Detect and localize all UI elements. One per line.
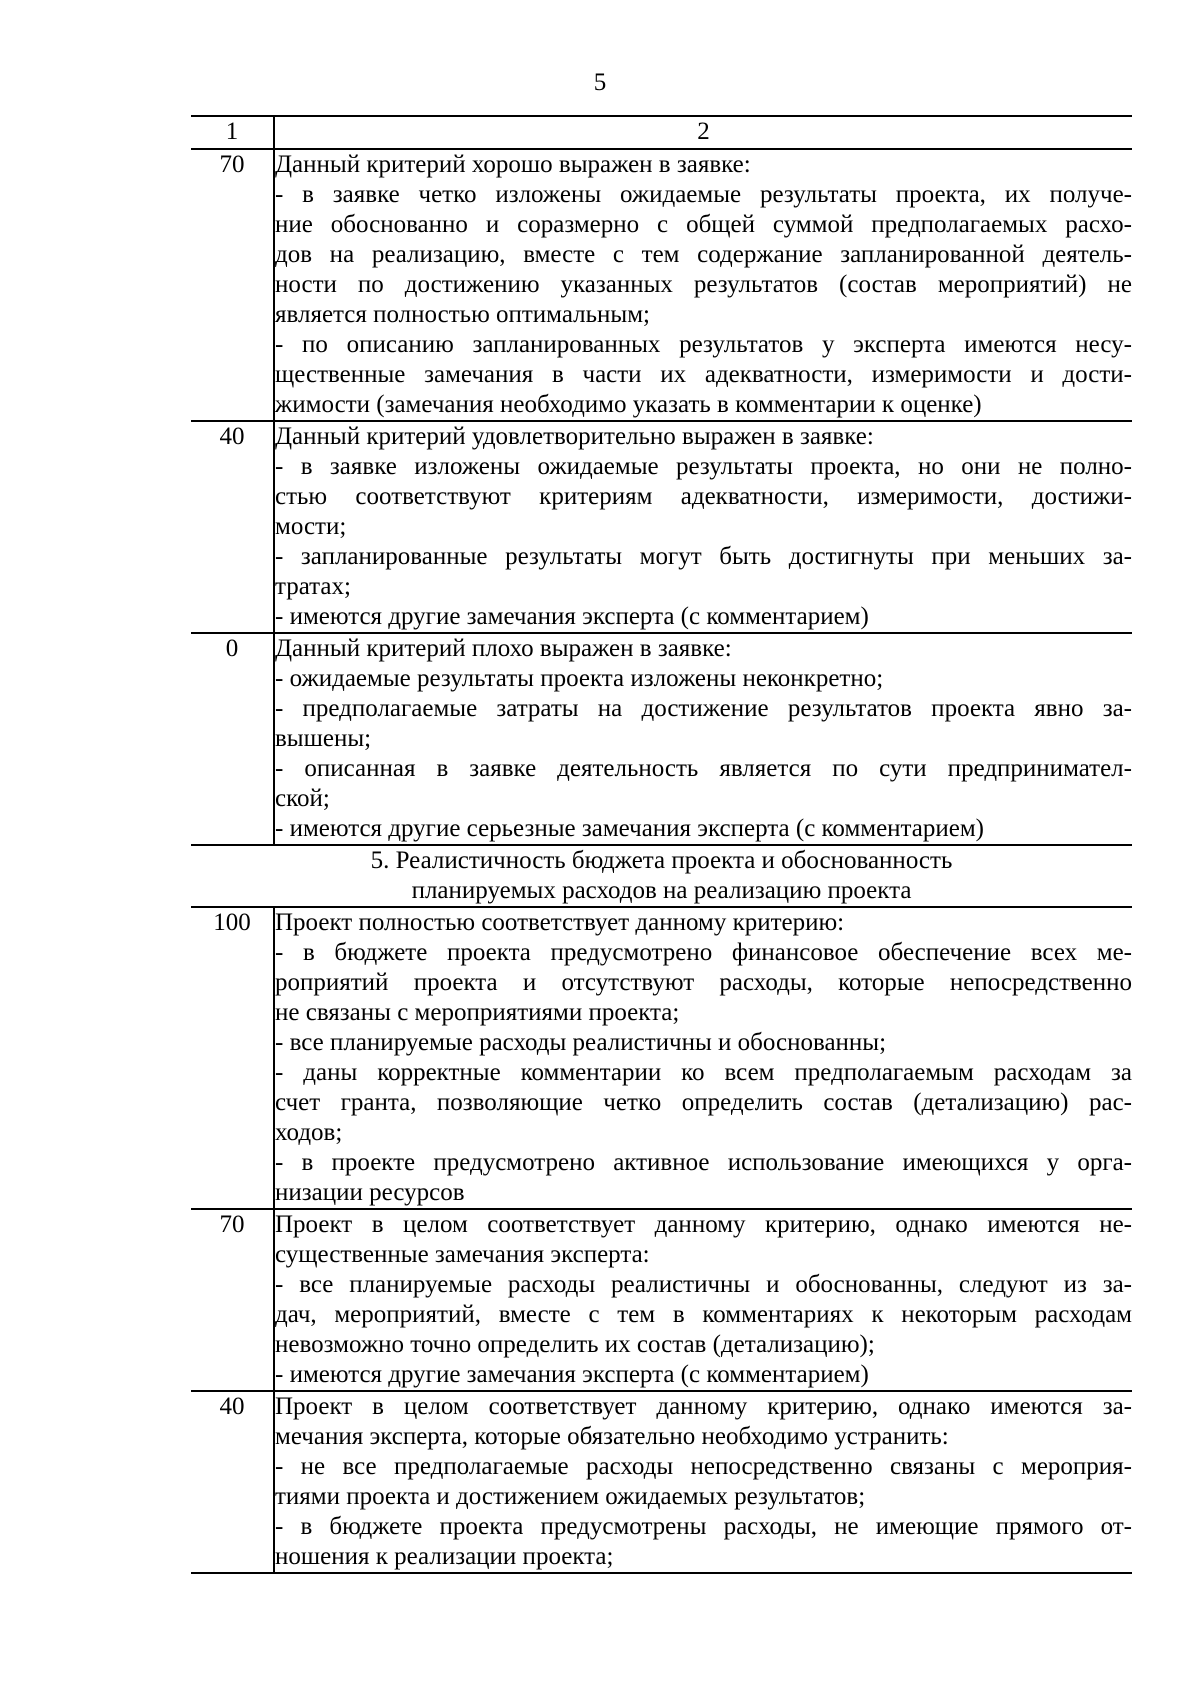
header-col-1: 1 <box>191 116 274 149</box>
section-heading-line: 5. Реалистичность бюджета проекта и обоснованность <box>370 847 953 874</box>
table-row <box>191 1209 1132 1391</box>
description-line: Проект в целом соответствует данному критерию, однако имеются не- <box>275 1211 1132 1238</box>
description-line: - описанная в заявке деятельность является по сути предпринимател- <box>275 755 1132 782</box>
description-line: Проект полностью соответствует данному критерию: <box>275 909 845 936</box>
description-line: ности по достижению указанных результатов (состав мероприятий) не <box>275 271 1132 298</box>
score-cell: 40 <box>191 1391 274 1573</box>
score-cell: 70 <box>191 149 274 421</box>
description-cell <box>274 421 1132 633</box>
description-line: - в бюджете проекта предусмотрены расходы, не имеющие прямого от- <box>275 1513 1132 1540</box>
description-line: - в заявке изложены ожидаемые результаты проекта, но они не полно- <box>275 453 1132 480</box>
score-cell: 0 <box>191 633 274 845</box>
description-line: тиями проекта и достижением ожидаемых результатов; <box>275 1483 866 1510</box>
description-cell <box>274 149 1132 421</box>
page-number: 5 <box>593 69 607 96</box>
description-line: счет гранта, позволяющие четко определить состав (детализацию) рас- <box>275 1089 1132 1116</box>
table-row <box>191 633 1132 845</box>
description-line: - не все предполагаемые расходы непосредственно связаны с мероприя- <box>275 1453 1132 1480</box>
description-line: мости; <box>275 513 347 540</box>
criteria-table <box>191 115 1132 1574</box>
description-line: Данный критерий удовлетворительно выражен в заявке: <box>275 423 874 450</box>
description-line: невозможно точно определить их состав (детализацию); <box>275 1331 875 1358</box>
description-line: Данный критерий хорошо выражен в заявке: <box>275 151 751 178</box>
description-line: дач, мероприятий, вместе с тем в комментариях к некоторым расходам <box>275 1301 1132 1328</box>
header-col-2: 2 <box>274 116 1132 149</box>
table-header-row <box>191 116 1132 149</box>
description-line: ской; <box>275 785 330 812</box>
description-line: Проект в целом соответствует данному критерию, однако имеются за- <box>275 1393 1132 1420</box>
description-line: - имеются другие замечания эксперта (с комментарием) <box>275 1361 869 1388</box>
description-line: вышены; <box>275 725 372 752</box>
score-cell: 70 <box>191 1209 274 1391</box>
description-line: - в проекте предусмотрено активное использование имеющихся у орга- <box>275 1149 1132 1176</box>
description-line: тратах; <box>275 573 351 600</box>
description-line: - даны корректные комментарии ко всем предполагаемым расходам за <box>275 1059 1132 1086</box>
description-line: - все планируемые расходы реалистичны и обоснованны; <box>275 1029 887 1056</box>
description-line: стью соответствуют критериям адекватности, измеримости, достижи- <box>275 483 1132 510</box>
description-line: - в заявке четко изложены ожидаемые результаты проекта, их получе- <box>275 181 1132 208</box>
description-line: жимости (замечания необходимо указать в комментарии к оценке) <box>275 391 982 418</box>
description-line: - в бюджете проекта предусмотрено финансовое обеспечение всех ме- <box>275 939 1132 966</box>
section-heading-line: планируемых расходов на реализацию проекта <box>411 877 912 904</box>
description-line: роприятий проекта и отсутствуют расходы, которые непосредственно <box>275 969 1132 996</box>
description-cell <box>274 907 1132 1209</box>
description-line: - имеются другие серьезные замечания эксперта (с комментарием) <box>275 815 985 842</box>
description-line: дов на реализацию, вместе с тем содержание запланированной деятель- <box>275 241 1132 268</box>
description-line: щественные замечания в части их адекватности, измеримости и дости- <box>275 361 1132 388</box>
description-line: - предполагаемые затраты на достижение результатов проекта явно за- <box>275 695 1132 722</box>
description-line: - все планируемые расходы реалистичны и обоснованны, следуют из за- <box>275 1271 1132 1298</box>
section-heading-row <box>191 845 1132 907</box>
description-line: - запланированные результаты могут быть достигнуты при меньших за- <box>275 543 1132 570</box>
description-cell <box>274 1209 1132 1391</box>
description-line: ношения к реализации проекта; <box>275 1543 614 1570</box>
table-row <box>191 907 1132 1209</box>
description-line: ние обоснованно и соразмерно с общей суммой предполагаемых расхо- <box>275 211 1132 238</box>
description-line: - ожидаемые результаты проекта изложены неконкретно; <box>275 665 884 692</box>
description-cell <box>274 633 1132 845</box>
description-line: Данный критерий плохо выражен в заявке: <box>275 635 732 662</box>
score-cell: 100 <box>191 907 274 1209</box>
table-row <box>191 1391 1132 1573</box>
score-cell: 40 <box>191 421 274 633</box>
description-line: - по описанию запланированных результатов у эксперта имеются несу- <box>275 331 1132 358</box>
description-line: существенные замечания эксперта: <box>275 1241 650 1268</box>
description-line: - имеются другие замечания эксперта (с комментарием) <box>275 603 869 630</box>
table-row <box>191 421 1132 633</box>
description-line: мечания эксперта, которые обязательно необходимо устранить: <box>275 1423 949 1450</box>
description-line: является полностью оптимальным; <box>275 301 650 328</box>
description-line: низации ресурсов <box>275 1179 465 1206</box>
section-heading <box>191 845 1132 907</box>
description-cell <box>274 1391 1132 1573</box>
table-row <box>191 149 1132 421</box>
description-line: не связаны с мероприятиями проекта; <box>275 999 680 1026</box>
description-line: ходов; <box>275 1119 343 1146</box>
